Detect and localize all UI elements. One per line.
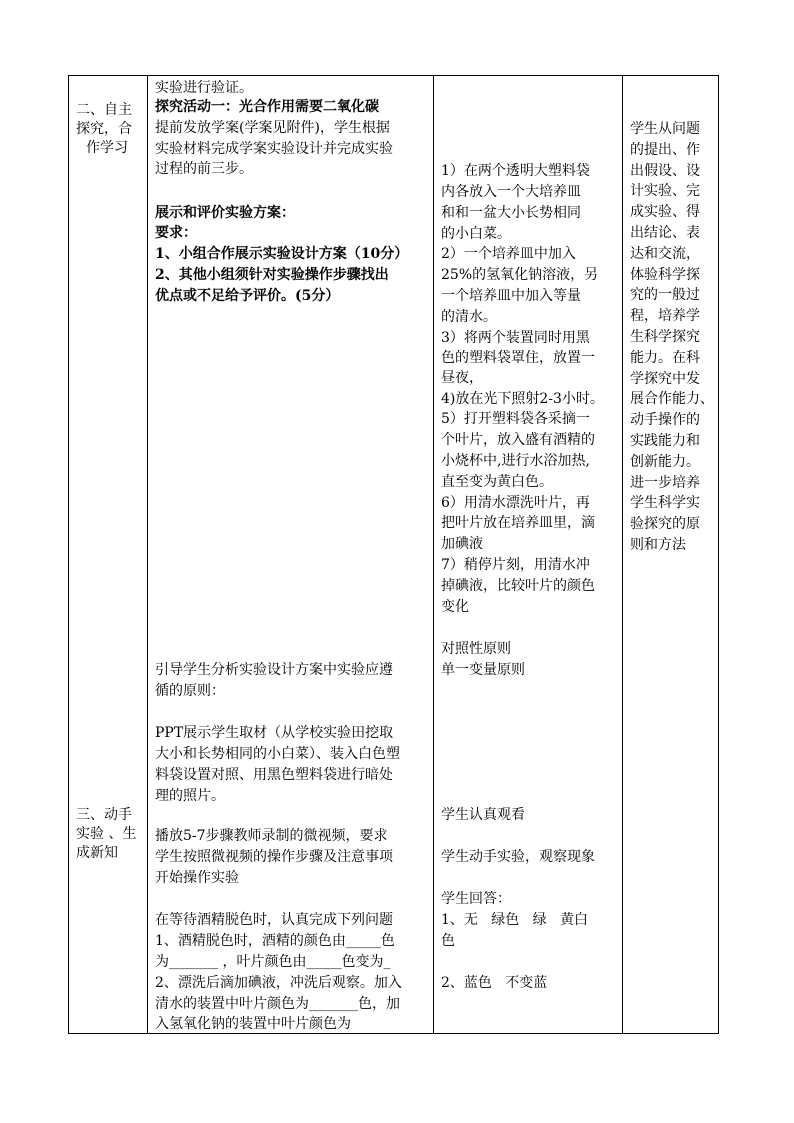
step-line: 变化 <box>441 599 469 615</box>
question-line: 在等待酒精脱色时，认真完成下列问题 <box>155 912 393 928</box>
intent-line: 出结论、表 <box>630 225 700 241</box>
question-line: 清水的装置中叶片颜色为_______色，加 <box>155 996 400 1012</box>
section-3-line: 实验 、生 <box>76 826 137 842</box>
requirement-item: 优点或不足给予评价。(5分） <box>155 288 340 304</box>
intent-line: 程，培养学 <box>630 308 700 324</box>
step-line: 直至变为黄白色。 <box>441 474 553 490</box>
section-3-line: 三、动手 <box>76 807 132 823</box>
intent-line: 学探究中发 <box>630 371 700 387</box>
intent-line: 验探究的原 <box>630 516 700 532</box>
step-line: 内各放入一个大培养皿 <box>441 184 581 200</box>
paragraph-line: 实验材料完成学案实验设计并完成实验 <box>155 141 393 157</box>
step-line: 的清水。 <box>441 309 497 325</box>
step-line: 小烧杯中,进行水浴加热, <box>441 453 590 469</box>
step-line: 2）一个培养皿中加入 <box>441 246 576 262</box>
video-line: 播放5-7步骤教师录制的微视频，要求 <box>155 828 388 844</box>
intent-line: 实践能力和 <box>630 433 700 449</box>
intent-line: 出假设、设 <box>630 163 700 179</box>
question-line: 入氢氧化钠的装置中叶片颜色为 <box>155 1016 351 1032</box>
intent-line: 计实验、完 <box>630 183 700 199</box>
section-3-line: 成新知 <box>76 845 118 861</box>
intent-line: 创新能力。 <box>630 454 700 470</box>
intent-line: 学生从问题 <box>630 121 700 137</box>
step-line: 1）在两个透明大塑料袋 <box>441 163 590 179</box>
question-line: 1、酒精脱色时，酒精的颜色由_____色 <box>155 933 395 949</box>
section-2-line: 探究，合 <box>76 121 132 137</box>
intent-line: 能力。在科 <box>630 350 700 366</box>
intent-line: 展合作能力、 <box>630 391 714 407</box>
step-line: 和和一盆大小长势相同 <box>441 205 581 221</box>
answer-line: 2、蓝色 不变蓝 <box>441 975 548 991</box>
intro-text: 实验进行验证。 <box>155 80 253 96</box>
step-line: 个叶片，放入盛有酒精的 <box>441 432 595 448</box>
step-line: 3）将两个装置同时用黑 <box>441 330 590 346</box>
intent-line: 成实验、得 <box>630 204 700 220</box>
requirement-item: 1、小组合作展示实验设计方案（10分） <box>155 246 409 262</box>
table-divider-3 <box>622 75 623 1034</box>
ppt-line: 料袋设置对照、用黑色塑料袋进行暗处 <box>155 767 393 783</box>
table-border-right <box>718 75 719 1034</box>
step-line: 一个培养皿中加入等量 <box>441 288 581 304</box>
step-line: 加碘液 <box>441 536 483 552</box>
section-2-line: 作学习 <box>86 140 128 156</box>
requirement-item: 2、其他小组须针对实验操作步骤找出 <box>155 267 389 283</box>
guide-line: 循的原则： <box>155 683 225 699</box>
paragraph-line: 过程的前三步。 <box>155 161 253 177</box>
paragraph-line: 提前发放学案(学案见附件)，学生根据 <box>155 120 390 136</box>
intent-line: 动手操作的 <box>630 412 700 428</box>
principle-line: 对照性原则 <box>441 641 511 657</box>
intent-line: 的提出、作 <box>630 142 700 158</box>
show-title: 展示和评价实验方案： <box>155 205 295 221</box>
step-line: 掉碘液，比较叶片的颜色 <box>441 578 595 594</box>
step-line: 的小白菜。 <box>441 226 511 242</box>
intent-line: 学生科学实 <box>630 495 700 511</box>
step-line: 昼夜， <box>441 370 483 386</box>
guide-line: 引导学生分析实验设计方案中实验应遵 <box>155 662 393 678</box>
table-divider-1 <box>147 75 148 1034</box>
table-divider-2 <box>433 75 434 1034</box>
video-line: 学生按照微视频的操作步骤及注意事项 <box>155 849 393 865</box>
intent-line: 生科学探究 <box>630 329 700 345</box>
intent-line: 体验科学探 <box>630 267 700 283</box>
ppt-line: PPT展示学生取材（从学校实验田挖取 <box>155 725 394 741</box>
step-line: 4)放在光下照射2-3小时。 <box>441 391 604 407</box>
intent-line: 达和交流， <box>630 246 700 262</box>
principle-line: 单一变量原则 <box>441 662 525 678</box>
intent-line: 究的一般过 <box>630 287 700 303</box>
video-line: 开始操作实验 <box>155 870 239 886</box>
requirements-title: 要求： <box>155 225 197 241</box>
step-line: 25%的氢氧化钠溶液，另 <box>441 267 599 283</box>
answer-line: 1、无 绿色 绿 黄白 <box>441 912 588 928</box>
intent-line: 进一步培养 <box>630 475 700 491</box>
step-line: 把叶片放在培养皿里，滴 <box>441 515 595 531</box>
step-line: 色的塑料袋罩住，放置一 <box>441 350 595 366</box>
question-line: 2、漂洗后滴加碘液，冲洗后观察。加入 <box>155 975 402 991</box>
step-line: 7）稍停片刻，用清水冲 <box>441 557 590 573</box>
answer-line: 色 <box>441 933 455 949</box>
operate-text: 学生动手实验，观察现象 <box>441 849 595 865</box>
step-line: 5）打开塑料袋各采摘一 <box>441 411 590 427</box>
ppt-line: 大小和长势相同的小白菜）、装入白色塑 <box>155 746 400 762</box>
ppt-line: 理的照片。 <box>155 788 225 804</box>
step-line: 6）用清水漂洗叶片，再 <box>441 495 590 511</box>
answer-title: 学生回答： <box>441 891 511 907</box>
watch-text: 学生认真观看 <box>441 807 525 823</box>
section-2-line: 二、自主 <box>76 102 132 118</box>
activity-title: 探究活动一：光合作用需要二氧化碳 <box>155 99 379 115</box>
table-border-left <box>68 75 69 1034</box>
intent-line: 则和方法 <box>630 537 686 553</box>
question-line: 为_______ ，叶片颜色由_____色变为_ <box>155 954 391 970</box>
